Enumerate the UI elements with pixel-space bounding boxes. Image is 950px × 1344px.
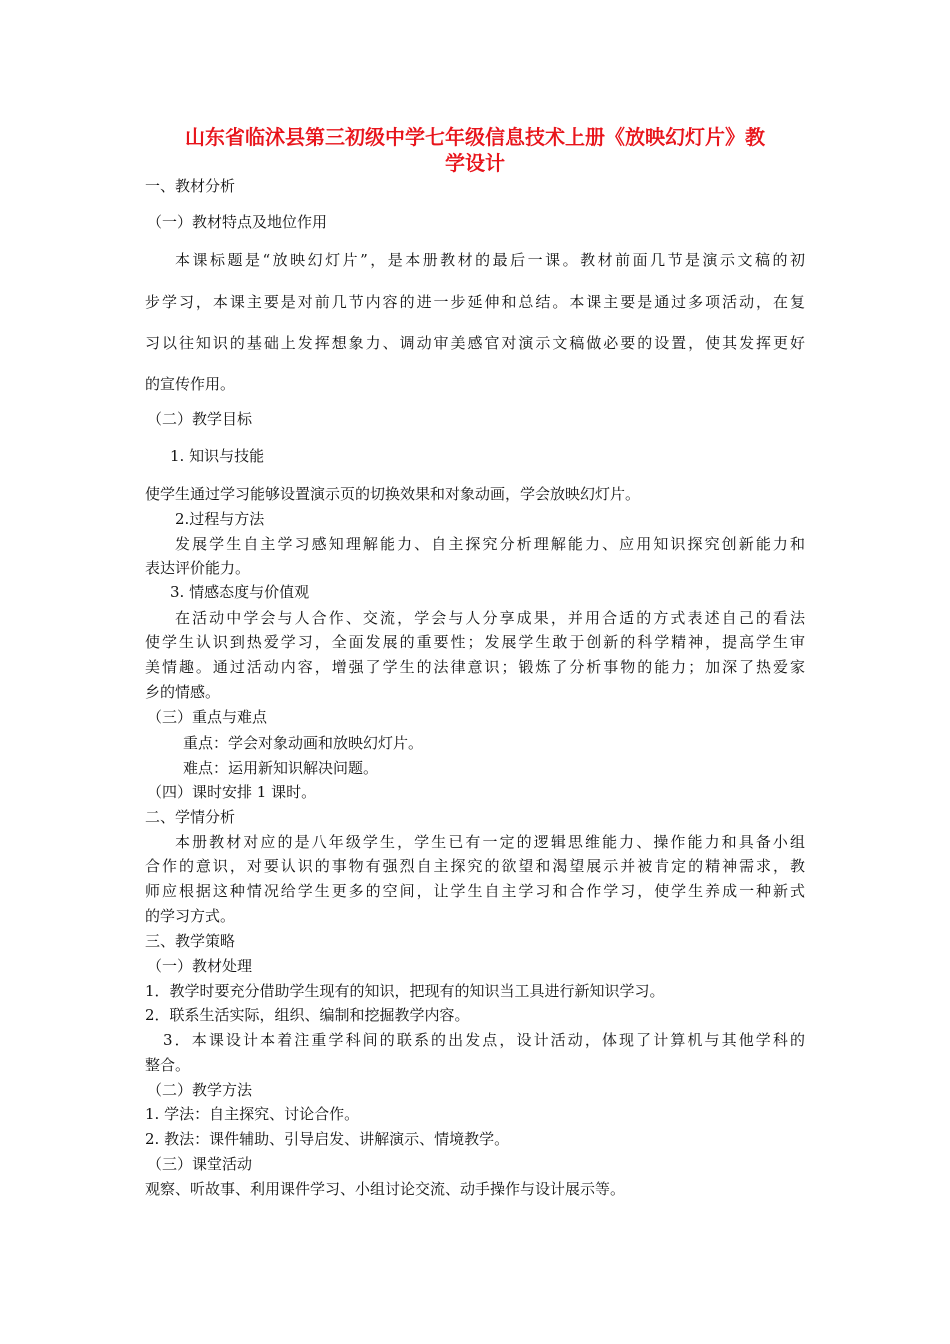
- goal-2-heading: 2.过程与方法: [175, 510, 265, 528]
- section-heading-2: 二、学情分析: [145, 808, 236, 826]
- method-item-1: 1. 学法：自主探究、讨论合作。: [145, 1105, 360, 1123]
- section-heading-3: 三、教学策略: [145, 932, 236, 950]
- paragraph-2-line-1: 本册教材对应的是八年级学生，学生已有一定的逻辑思维能力、操作能力和具备小组: [175, 833, 805, 851]
- subsection-heading-1-2: （二）教学目标: [147, 410, 253, 428]
- strategy-item-3-line-2: 整合。: [145, 1056, 191, 1074]
- document-title-line-1: 山东省临沭县第三初级中学七年级信息技术上册《放映幻灯片》教: [185, 125, 765, 149]
- subsection-heading-3-1: （一）教材处理: [147, 957, 253, 975]
- goal-2-line-1: 发展学生自主学习感知理解能力、自主探究分析理解能力、应用知识探究创新能力和: [175, 535, 805, 553]
- goal-3-line-3: 美情趣。通过活动内容，增强了学生的法律意识；锻炼了分析事物的能力；加深了热爱家: [145, 658, 805, 676]
- strategy-item-1: 1．教学时要充分借助学生现有的知识，把现有的知识当工具进行新知识学习。: [145, 982, 665, 1000]
- goal-3-line-4: 乡的情感。: [145, 683, 221, 701]
- strategy-item-3-line-1: 3．本课设计本着注重学科间的联系的出发点，设计活动，体现了计算机与其他学科的: [163, 1031, 805, 1049]
- paragraph-2-line-4: 的学习方式。: [145, 907, 236, 925]
- method-item-2: 2. 教法：课件辅助、引导启发、讲解演示、情境教学。: [145, 1130, 510, 1148]
- paragraph-1-line-3: 习以往知识的基础上发挥想象力、调动审美感官对演示文稿做必要的设置，使其发挥更好: [145, 334, 805, 352]
- paragraph-1-line-1: 本课标题是“放映幻灯片”，是本册教材的最后一课。教材前面几节是演示文稿的初: [175, 251, 805, 269]
- document-title-line-2: 学设计: [445, 151, 505, 175]
- strategy-item-2: 2．联系生活实际，组织、编制和挖掘教学内容。: [145, 1006, 470, 1024]
- key-point: 重点：学会对象动画和放映幻灯片。: [183, 734, 424, 752]
- goal-1-heading: 1. 知识与技能: [170, 447, 265, 465]
- paragraph-1-line-2: 步学习，本课主要是对前几节内容的进一步延伸和总结。本课主要是通过多项活动，在复: [145, 293, 805, 311]
- goal-3-line-2: 使学生认识到热爱学习，全面发展的重要性；发展学生敢于创新的科学精神，提高学生审: [145, 633, 805, 651]
- difficult-point: 难点：运用新知识解决问题。: [183, 759, 379, 777]
- class-hours: （四）课时安排 1 课时。: [147, 783, 317, 801]
- subsection-heading-3-2: （二）教学方法: [147, 1081, 253, 1099]
- activities-text: 观察、听故事、利用课件学习、小组讨论交流、动手操作与设计展示等。: [145, 1180, 626, 1198]
- subsection-heading-3-3: （三）课堂活动: [147, 1155, 253, 1173]
- subsection-heading-1-3: （三）重点与难点: [147, 708, 268, 726]
- goal-2-line-2: 表达评价能力。: [145, 559, 251, 577]
- paragraph-1-line-4: 的宣传作用。: [145, 375, 236, 393]
- goal-3-heading: 3. 情感态度与价值观: [170, 583, 310, 601]
- paragraph-2-line-2: 合作的意识，对要认识的事物有强烈自主探究的欲望和渴望展示并被肯定的精神需求，教: [145, 857, 805, 875]
- section-heading-1: 一、教材分析: [145, 177, 236, 195]
- subsection-heading-1-1: （一）教材特点及地位作用: [147, 213, 328, 231]
- goal-1-text: 使学生通过学习能够设置演示页的切换效果和对象动画，学会放映幻灯片。: [145, 485, 641, 503]
- paragraph-2-line-3: 师应根据这种情况给学生更多的空间，让学生自主学习和合作学习，使学生养成一种新式: [145, 882, 805, 900]
- goal-3-line-1: 在活动中学会与人合作、交流，学会与人分享成果，并用合适的方式表述自己的看法: [175, 609, 805, 627]
